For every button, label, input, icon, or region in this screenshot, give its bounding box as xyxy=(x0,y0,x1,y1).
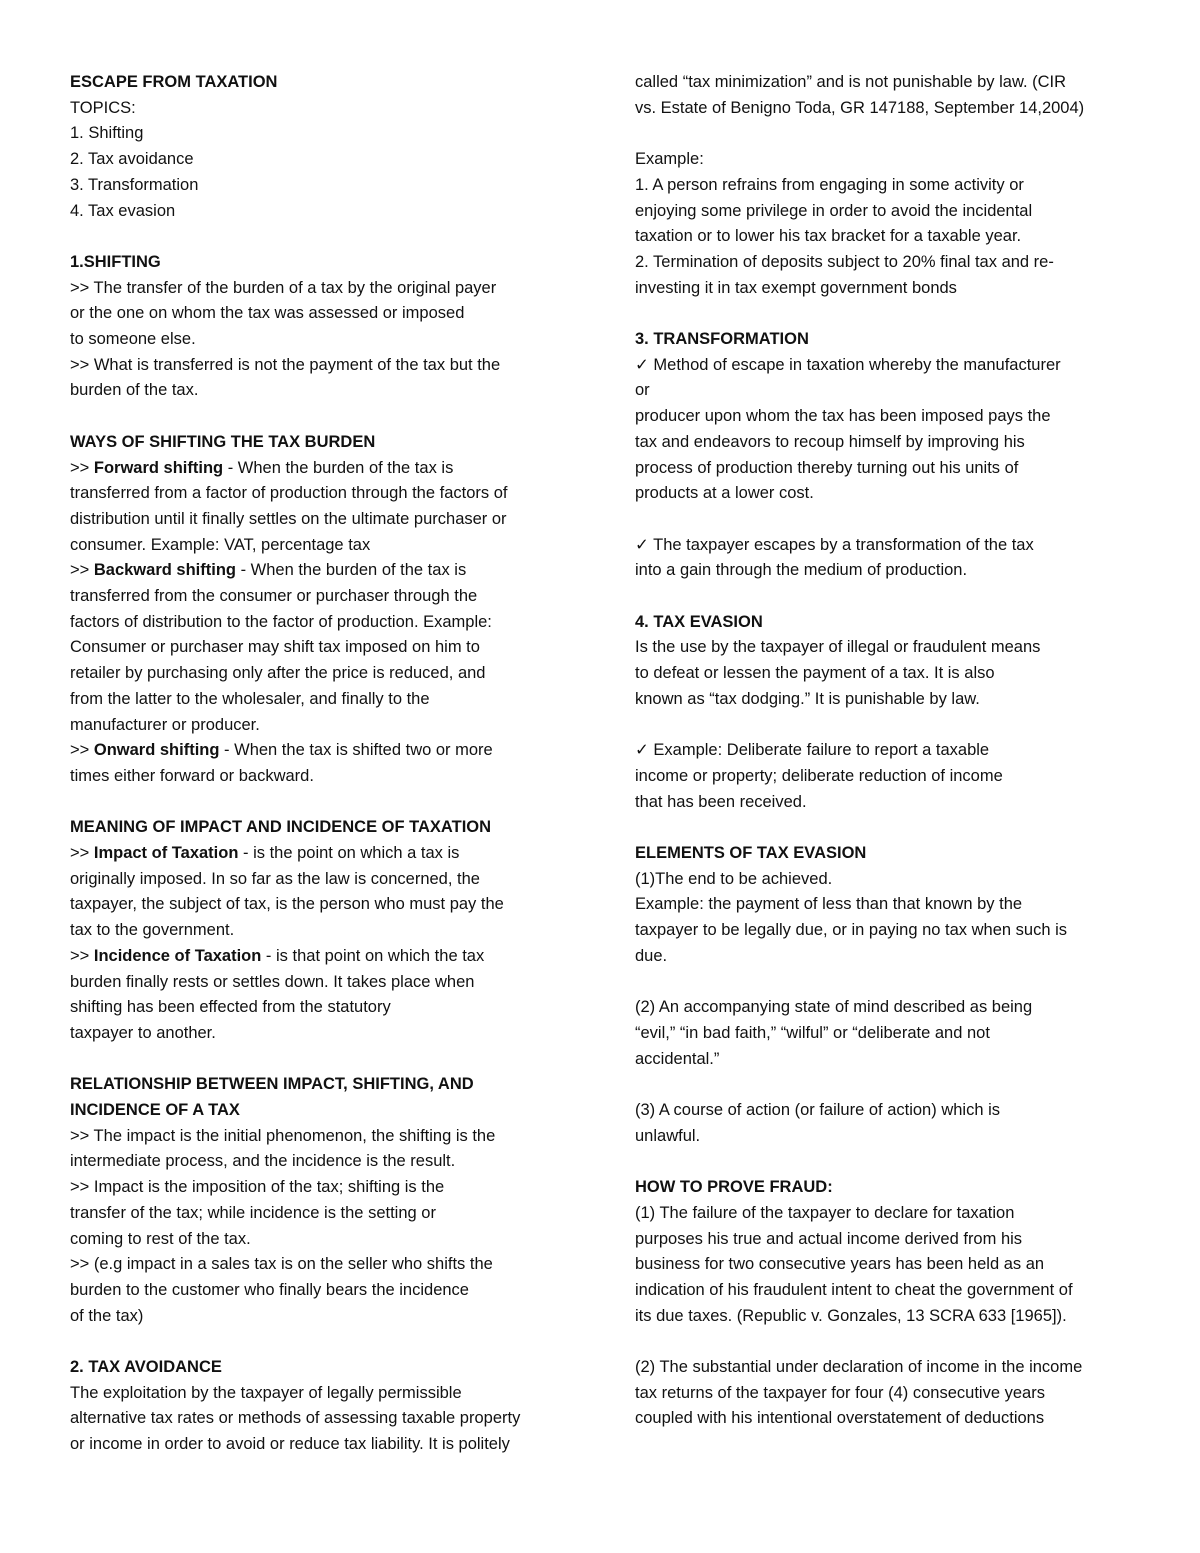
text-line xyxy=(70,892,580,918)
text-line xyxy=(635,1278,1155,1304)
text-segment: 1. Shifting xyxy=(70,124,144,143)
text-line xyxy=(70,635,580,661)
text-segment: >> The transfer of the burden of a tax by the original payer xyxy=(70,278,497,297)
text-segment: >> xyxy=(70,458,94,477)
text-segment: of the tax) xyxy=(70,1306,144,1325)
text-line xyxy=(635,353,1155,379)
text-line xyxy=(635,892,1155,918)
text-line xyxy=(70,507,580,533)
text-segment: The exploitation by the taxpayer of legally permissible xyxy=(70,1383,462,1402)
text-segment: distribution until it finally settles on the ultimate purchaser or xyxy=(70,509,507,528)
text-line xyxy=(635,944,1155,970)
bold-term: 1.SHIFTING xyxy=(70,252,161,271)
text-line xyxy=(635,1098,1155,1124)
bold-term: Backward shifting xyxy=(93,561,236,580)
text-segment: called “tax minimization” and is not punishable by law. (CIR xyxy=(635,73,1067,91)
text-segment: taxation or to lower his tax bracket for a taxable year. xyxy=(635,227,1022,246)
text-segment: consumer. Example: VAT, percentage tax xyxy=(70,535,371,554)
text-segment: factors of distribution to the factor of production. Example: xyxy=(70,612,492,631)
text-segment: (1) The failure of the taxpayer to declare for taxation xyxy=(635,1203,1015,1222)
text-line xyxy=(635,199,1155,225)
blank-line xyxy=(635,970,1155,996)
blank-line xyxy=(70,404,580,430)
bold-term: 2. TAX AVOIDANCE xyxy=(70,1358,222,1377)
text-line xyxy=(70,584,580,610)
text-segment: due. xyxy=(635,946,668,965)
text-segment: alternative tax rates or methods of assessing taxable property xyxy=(70,1409,521,1428)
text-segment: ✓ Example: Deliberate failure to report a taxable xyxy=(635,741,990,760)
section-heading xyxy=(635,1175,1155,1201)
text-segment: - is that point on which the tax xyxy=(261,946,485,965)
text-line xyxy=(635,456,1155,482)
text-segment: burden finally rests or settles down. It takes place when xyxy=(70,972,475,991)
text-segment: transferred from a factor of production through the factors of xyxy=(70,484,508,503)
text-line xyxy=(70,970,580,996)
text-segment: Example: xyxy=(635,150,704,169)
text-line xyxy=(635,1047,1155,1073)
text-segment: >> xyxy=(70,741,94,760)
left-column xyxy=(70,70,580,1458)
text-segment: intermediate process, and the incidence is the result. xyxy=(70,1152,456,1171)
text-segment: - When the burden of the tax is xyxy=(235,561,467,580)
text-line xyxy=(635,378,1155,404)
text-segment: manufacturer or producer. xyxy=(70,715,260,734)
text-line xyxy=(635,70,1155,96)
text-segment: TOPICS: xyxy=(70,98,136,117)
text-segment: its due taxes. (Republic v. Gonzales, 13 SCRA 633 [1965]). xyxy=(635,1306,1067,1325)
text-line xyxy=(635,533,1155,559)
text-line xyxy=(70,301,580,327)
text-segment: accidental.” xyxy=(635,1049,720,1068)
text-line xyxy=(635,276,1155,302)
text-segment: 2. Termination of deposits subject to 20% final tax and re- xyxy=(635,252,1054,271)
text-segment: to someone else. xyxy=(70,330,196,349)
text-line xyxy=(70,353,580,379)
text-segment: income or property; deliberate reduction of income xyxy=(635,766,1003,785)
text-segment: producer upon whom the tax has been imposed pays the xyxy=(635,407,1051,426)
text-line xyxy=(70,661,580,687)
text-line xyxy=(70,1278,580,1304)
text-segment: or income in order to avoid or reduce tax liability. It is politely xyxy=(70,1435,510,1454)
text-line xyxy=(635,173,1155,199)
text-line xyxy=(635,250,1155,276)
text-segment: enjoying some privilege in order to avoid the incidental xyxy=(635,201,1033,220)
text-segment: Is the use by the taxpayer of illegal or fraudulent means xyxy=(635,638,1041,657)
text-line xyxy=(70,327,580,353)
text-line xyxy=(70,173,580,199)
bold-term: RELATIONSHIP BETWEEN IMPACT, SHIFTING, AND xyxy=(70,1075,474,1094)
text-segment: to defeat or lessen the payment of a tax. It is also xyxy=(635,664,995,683)
text-segment: 2. Tax avoidance xyxy=(70,150,194,169)
text-segment: products at a lower cost. xyxy=(635,484,814,503)
text-segment: - When the burden of the tax is xyxy=(223,458,454,477)
text-segment: or the one on whom the tax was assessed or imposed xyxy=(70,304,465,323)
text-line xyxy=(70,918,580,944)
text-line xyxy=(70,378,580,404)
text-line xyxy=(70,764,580,790)
text-line xyxy=(635,430,1155,456)
bold-term: INCIDENCE OF A TAX xyxy=(70,1101,240,1120)
bold-term: ESCAPE FROM TAXATION xyxy=(70,73,278,91)
text-segment: - When the tax is shifted two or more xyxy=(219,741,493,760)
section-heading xyxy=(70,1098,580,1124)
text-segment: ✓ Method of escape in taxation whereby the manufacturer xyxy=(635,355,1061,374)
blank-line xyxy=(70,790,580,816)
text-line xyxy=(635,635,1155,661)
text-segment: tax returns of the taxpayer for four (4) consecutive years xyxy=(635,1383,1045,1402)
text-segment: 4. Tax evasion xyxy=(70,201,176,220)
text-segment: investing it in tax exempt government bonds xyxy=(635,278,957,297)
text-line xyxy=(70,867,580,893)
text-line xyxy=(70,558,580,584)
blank-line xyxy=(635,1329,1155,1355)
blank-line xyxy=(70,224,580,250)
text-line xyxy=(635,404,1155,430)
section-heading xyxy=(70,1072,580,1098)
text-line xyxy=(635,558,1155,584)
text-segment: Consumer or purchaser may shift tax imposed on him to xyxy=(70,638,480,657)
text-segment: retailer by purchasing only after the price is reduced, and xyxy=(70,664,486,683)
text-line xyxy=(70,1252,580,1278)
bold-term: WAYS OF SHIFTING THE TAX BURDEN xyxy=(70,432,376,451)
text-line xyxy=(635,661,1155,687)
text-segment: >> xyxy=(70,946,94,965)
text-line xyxy=(635,96,1155,122)
section-heading xyxy=(70,250,580,276)
text-segment: that has been received. xyxy=(635,792,807,811)
text-segment: >> (e.g impact in a sales tax is on the seller who shifts the xyxy=(70,1255,493,1274)
text-line xyxy=(70,1406,580,1432)
blank-line xyxy=(635,301,1155,327)
bold-term: MEANING OF IMPACT AND INCIDENCE OF TAXATION xyxy=(70,818,492,837)
text-line xyxy=(70,1304,580,1330)
text-line xyxy=(70,687,580,713)
blank-line xyxy=(635,507,1155,533)
section-heading xyxy=(70,815,580,841)
blank-line xyxy=(635,815,1155,841)
text-line xyxy=(70,1432,580,1458)
text-segment: process of production thereby turning out his units of xyxy=(635,458,1019,477)
text-line xyxy=(70,147,580,173)
bold-term: Impact of Taxation xyxy=(93,844,239,863)
text-segment: business for two consecutive years has been held as an xyxy=(635,1255,1045,1274)
text-segment: transferred from the consumer or purchaser through the xyxy=(70,587,478,606)
text-segment: (2) The substantial under declaration of income in the income xyxy=(635,1358,1083,1376)
section-heading xyxy=(70,1355,580,1381)
blank-line xyxy=(635,1072,1155,1098)
blank-line xyxy=(635,1149,1155,1175)
text-segment: taxpayer to another. xyxy=(70,1023,216,1042)
text-segment: ✓ The taxpayer escapes by a transformation of the tax xyxy=(635,535,1034,554)
text-segment: “evil,” “in bad faith,” “wilful” or “deliberate and not xyxy=(635,1023,990,1042)
blank-line xyxy=(70,1047,580,1073)
text-line xyxy=(635,995,1155,1021)
text-line xyxy=(635,790,1155,816)
text-line xyxy=(635,764,1155,790)
text-line xyxy=(70,1124,580,1150)
text-segment: coming to rest of the tax. xyxy=(70,1229,251,1248)
text-line xyxy=(635,481,1155,507)
text-line xyxy=(70,944,580,970)
text-line xyxy=(635,1201,1155,1227)
text-line xyxy=(70,1381,580,1407)
section-heading xyxy=(70,70,580,96)
text-segment: vs. Estate of Benigno Toda, GR 147188, September 14,2004) xyxy=(635,98,1085,117)
text-line xyxy=(635,1021,1155,1047)
text-segment: from the latter to the wholesaler, and finally to the xyxy=(70,689,430,708)
text-segment: times either forward or backward. xyxy=(70,766,314,785)
text-segment: unlawful. xyxy=(635,1126,701,1145)
bold-term: Forward shifting xyxy=(93,458,224,477)
text-line xyxy=(635,1124,1155,1150)
text-line xyxy=(70,1175,580,1201)
blank-line xyxy=(635,121,1155,147)
text-line xyxy=(70,841,580,867)
text-segment: taxpayer to be legally due, or in paying no tax when such is xyxy=(635,921,1068,940)
text-line xyxy=(635,1406,1155,1432)
text-segment: >> Impact is the imposition of the tax; shifting is the xyxy=(70,1178,445,1197)
text-segment: taxpayer, the subject of tax, is the person who must pay the xyxy=(70,895,504,914)
text-line xyxy=(70,738,580,764)
text-line xyxy=(635,918,1155,944)
text-segment: tax to the government. xyxy=(70,921,235,940)
section-heading xyxy=(635,327,1155,353)
text-segment: purposes his true and actual income derived from his xyxy=(635,1229,1023,1248)
text-line xyxy=(70,96,580,122)
text-segment: >> The impact is the initial phenomenon, the shifting is the xyxy=(70,1126,496,1145)
text-segment: >> xyxy=(70,561,94,580)
text-line xyxy=(635,1252,1155,1278)
text-segment: originally imposed. In so far as the law is concerned, the xyxy=(70,869,480,888)
blank-line xyxy=(70,1329,580,1355)
right-column xyxy=(635,70,1155,1432)
text-line xyxy=(635,867,1155,893)
section-heading xyxy=(70,430,580,456)
text-line xyxy=(635,147,1155,173)
text-segment: shifting has been effected from the statutory xyxy=(70,998,391,1017)
text-line xyxy=(635,1355,1155,1381)
text-segment: tax and endeavors to recoup himself by improving his xyxy=(635,432,1025,451)
section-heading xyxy=(635,610,1155,636)
text-line xyxy=(635,1304,1155,1330)
text-segment: >> What is transferred is not the payment of the tax but the xyxy=(70,355,501,374)
text-segment: into a gain through the medium of production. xyxy=(635,561,968,580)
text-segment: (1)The end to be achieved. xyxy=(635,869,833,888)
text-segment: or xyxy=(635,381,650,400)
text-line xyxy=(70,533,580,559)
text-segment: >> xyxy=(70,844,94,863)
text-line xyxy=(635,224,1155,250)
text-line xyxy=(70,1201,580,1227)
text-segment: burden to the customer who finally bears the incidence xyxy=(70,1280,469,1299)
text-segment: known as “tax dodging.” It is punishable by law. xyxy=(635,689,980,708)
text-segment: 1. A person refrains from engaging in some activity or xyxy=(635,175,1024,194)
text-line xyxy=(70,481,580,507)
text-line xyxy=(70,276,580,302)
bold-term: 4. TAX EVASION xyxy=(635,612,763,631)
text-segment: indication of his fraudulent intent to cheat the government of xyxy=(635,1280,1073,1299)
text-line xyxy=(70,713,580,739)
bold-term: 3. TRANSFORMATION xyxy=(635,330,809,348)
text-line xyxy=(70,1021,580,1047)
bold-term: Incidence of Taxation xyxy=(93,946,262,965)
text-line xyxy=(70,1149,580,1175)
text-segment: (2) An accompanying state of mind described as being xyxy=(635,998,1033,1017)
bold-term: HOW TO PROVE FRAUD: xyxy=(635,1178,833,1197)
blank-line xyxy=(635,713,1155,739)
bold-term: Onward shifting xyxy=(93,741,220,760)
blank-line xyxy=(635,584,1155,610)
text-line xyxy=(635,1227,1155,1253)
text-line xyxy=(70,995,580,1021)
text-line xyxy=(70,456,580,482)
text-segment: 3. Transformation xyxy=(70,175,199,194)
text-segment: Example: the payment of less than that known by the xyxy=(635,895,1023,914)
text-line xyxy=(635,1381,1155,1407)
text-line xyxy=(635,687,1155,713)
text-line xyxy=(635,738,1155,764)
text-segment: transfer of the tax; while incidence is the setting or xyxy=(70,1203,436,1222)
text-segment: - is the point on which a tax is xyxy=(238,844,460,863)
text-line xyxy=(70,1227,580,1253)
section-heading xyxy=(635,841,1155,867)
bold-term: ELEMENTS OF TAX EVASION xyxy=(635,844,867,862)
text-line xyxy=(70,121,580,147)
text-segment: (3) A course of action (or failure of action) which is xyxy=(635,1101,1000,1119)
text-line xyxy=(70,610,580,636)
text-segment: burden of the tax. xyxy=(70,381,199,400)
text-line xyxy=(70,199,580,225)
text-segment: coupled with his intentional overstatement of deductions xyxy=(635,1409,1045,1428)
